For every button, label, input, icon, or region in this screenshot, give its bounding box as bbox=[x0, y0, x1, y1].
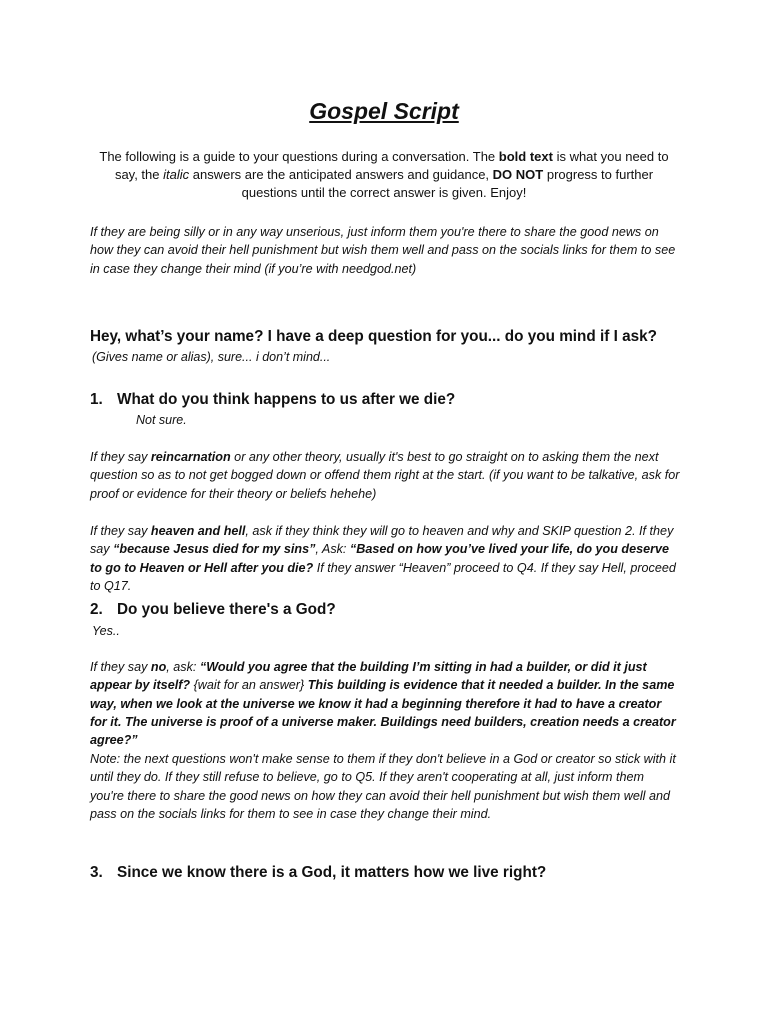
note-bold: “Would you agree that the building I’m sitting in had a builder, or did it just appear by itself? bbox=[90, 660, 647, 693]
note-text: , ask if they think they will go to heaven and why and SKIP question 2. If they say bbox=[90, 524, 674, 557]
question-2-answer: Yes.. bbox=[92, 624, 120, 638]
intro-text: progress to further questions until the correct answer is given. Enjoy! bbox=[241, 167, 654, 200]
note-text: , ask: bbox=[166, 660, 200, 674]
question-2 bbox=[90, 600, 690, 620]
note-bold: heaven and hell bbox=[150, 524, 246, 538]
note-text: , Ask: bbox=[315, 542, 350, 557]
note-text: If they answer “Heaven” proceed to Q4. If they say Hell, proceed to Q17. bbox=[90, 560, 676, 593]
no-god-note bbox=[90, 658, 680, 749]
question-text: What do you think happens to us after we die? bbox=[117, 391, 456, 408]
intro-do-not: DO NOT bbox=[492, 167, 544, 182]
intro-paragraph bbox=[90, 148, 678, 202]
question-text: Do you believe there's a God? bbox=[117, 601, 336, 618]
note-bold: no bbox=[150, 660, 167, 674]
page-title: Gospel Script bbox=[309, 98, 459, 124]
heaven-hell-note bbox=[90, 522, 680, 595]
opening-answer: (Gives name or alias), sure... i don’t mind... bbox=[92, 350, 331, 364]
question-1-answer: Not sure. bbox=[136, 413, 187, 427]
creator-note: Note: the next questions won't make sense to them if they don't believe in a God or creator so stick with it until they do. If they still refuse to believe, go to Q5. If they aren't cooperating at all, just inform them you're there to share the good news on how they can avoid their hell punishment but wish them well and pass on the socials links for them to see in case they change their mind. bbox=[90, 752, 676, 821]
note-bold: This building is evidence that it needed a builder. In the same way, when we look at the universe we know it had a beginning therefore it had to have a creator for it. The universe is proof of a universe maker. Buildings need builders, creation needs a creator agree?” bbox=[90, 678, 676, 748]
intro-text: answers are the anticipated answers and guidance, bbox=[189, 167, 493, 182]
note-bold: “Based on how you’ve lived your life, do you deserve to go to Heaven or Hell after you die? bbox=[90, 542, 670, 575]
note-text: If they say bbox=[90, 660, 151, 674]
note-bold: reincarnation bbox=[150, 450, 231, 464]
question-number: 1. bbox=[90, 391, 103, 408]
note-text: If they say bbox=[90, 524, 151, 538]
opening-question: Hey, what’s your name? I have a deep question for you... do you mind if I ask? bbox=[90, 328, 657, 345]
question-1 bbox=[90, 390, 690, 410]
note-text: {wait for an answer} bbox=[190, 678, 308, 693]
question-number: 3. bbox=[90, 864, 103, 881]
reincarnation-note bbox=[90, 448, 680, 503]
intro-bold-text: bold text bbox=[498, 149, 553, 164]
question-3 bbox=[90, 863, 690, 883]
intro-italic-word: italic bbox=[163, 167, 190, 182]
note-bold: “because Jesus died for my sins” bbox=[113, 542, 316, 557]
note-text: If they say bbox=[90, 450, 151, 464]
question-number: 2. bbox=[90, 601, 103, 618]
note-text: or any other theory, usually it's best to go straight on to asking them the next question so as to not get bogged down or offend them right at the start. (if you want to be talkative, ask for proof or evidence for their theory or beliefs hehehe) bbox=[90, 450, 680, 501]
question-text: Since we know there is a God, it matters how we live right? bbox=[117, 864, 547, 881]
intro-text: is what you need to say, the bbox=[114, 149, 669, 182]
silly-note: If they are being silly or in any way unserious, just inform them you're there to share the good news on how they can avoid their hell punishment but wish them well and pass on the socials links for them to see in case they change their mind (if you’re with needgod.net) bbox=[90, 225, 676, 276]
intro-text: The following is a guide to your questions during a conversation. The bbox=[99, 149, 499, 164]
